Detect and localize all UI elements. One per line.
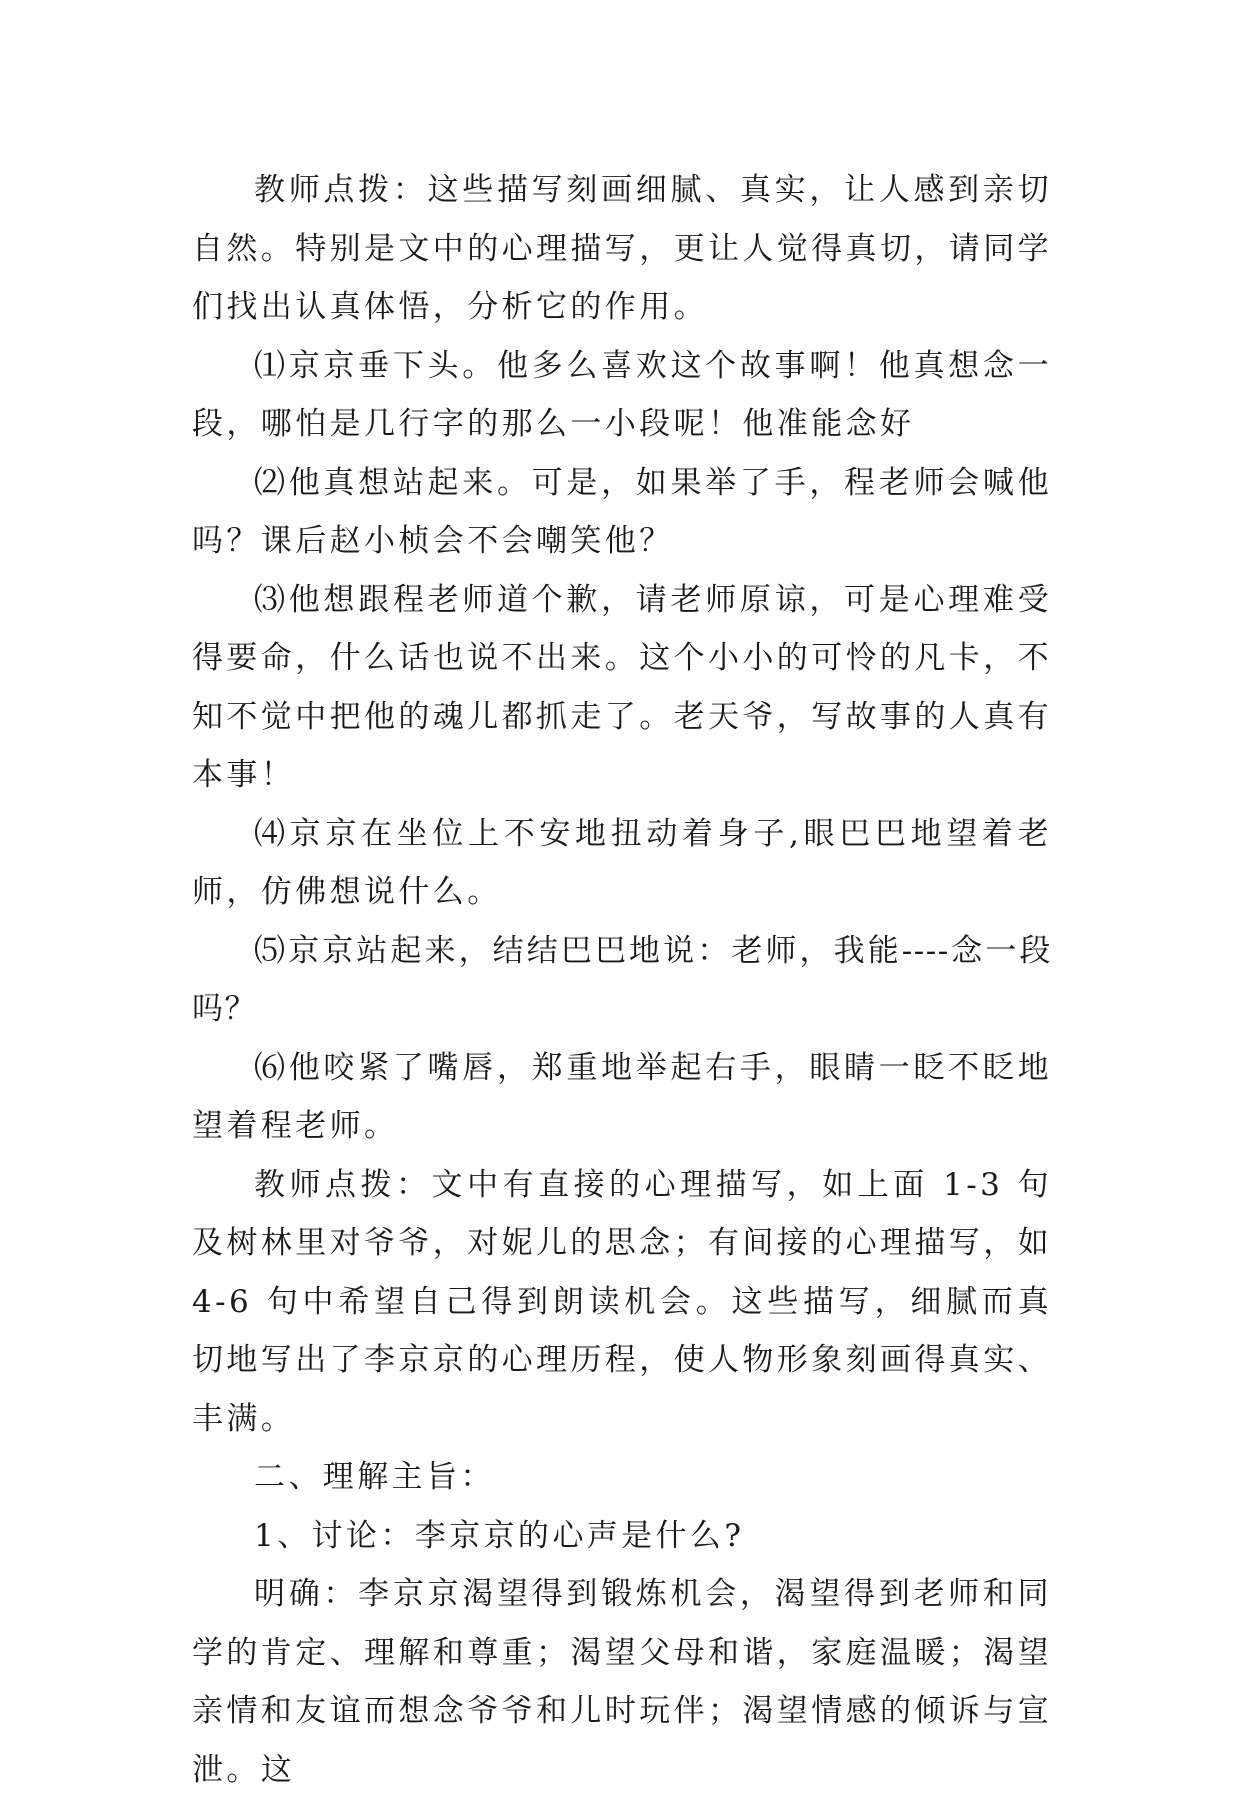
- paragraph-quote-1: ⑴京京垂下头。他多么喜欢这个故事啊！他真想念一段，哪怕是几行字的那么一小段呢！他准能念好: [192, 347, 1052, 442]
- paragraph-discussion: 1、讨论：李京京的心声是什么?: [254, 1517, 745, 1554]
- paragraph-quote-4: ⑷京京在坐位上不安地扭动着身子,眼巴巴地望着老师，仿佛想说什么。: [192, 815, 1052, 910]
- paragraph-teacher-note-2: 教师点拨：文中有直接的心理描写，如上面 1-3 句及树林里对爷爷，对妮儿的思念；有间接的心理描写，如 4-6 句中希望自己得到朗读机会。这些描写，细腻而真切地写出了李京京的心理历程，使人物形象刻画得真实、丰满。: [192, 1166, 1052, 1437]
- paragraph-quote-3: ⑶他想跟程老师道个歉，请老师原谅，可是心理难受得要命，什么话也说不出来。这个小小的可怜的凡卡，不知不觉中把他的魂儿都抓走了。老天爷，写故事的人真有本事！: [192, 581, 1052, 793]
- paragraph-quote-2: ⑵他真想站起来。可是，如果举了手，程老师会喊他吗？课后赵小桢会不会嘲笑他？: [192, 464, 1052, 559]
- paragraph-clarification: 明确：李京京渴望得到锻炼机会，渴望得到老师和同学的肯定、理解和尊重；渴望父母和谐，家庭温暖；渴望亲情和友谊而想念爷爷和儿时玩伴；渴望情感的倾诉与宣泄。这: [192, 1576, 1052, 1788]
- section-heading: 二、理解主旨：: [254, 1459, 495, 1495]
- paragraph-quote-6: ⑹他咬紧了嘴唇，郑重地举起右手，眼睛一眨不眨地望着程老师。: [192, 1049, 1052, 1144]
- paragraph-teacher-note-1: 教师点拨：这些描写刻画细腻、真实，让人感到亲切自然。特别是文中的心理描写，更让人觉得真切，请同学们找出认真体悟，分析它的作用。: [192, 172, 1052, 325]
- document-body: [192, 161, 1052, 1799]
- paragraph-quote-5: ⑸京京站起来，结结巴巴地说：老师，我能----念一段吗？: [192, 932, 1052, 1027]
